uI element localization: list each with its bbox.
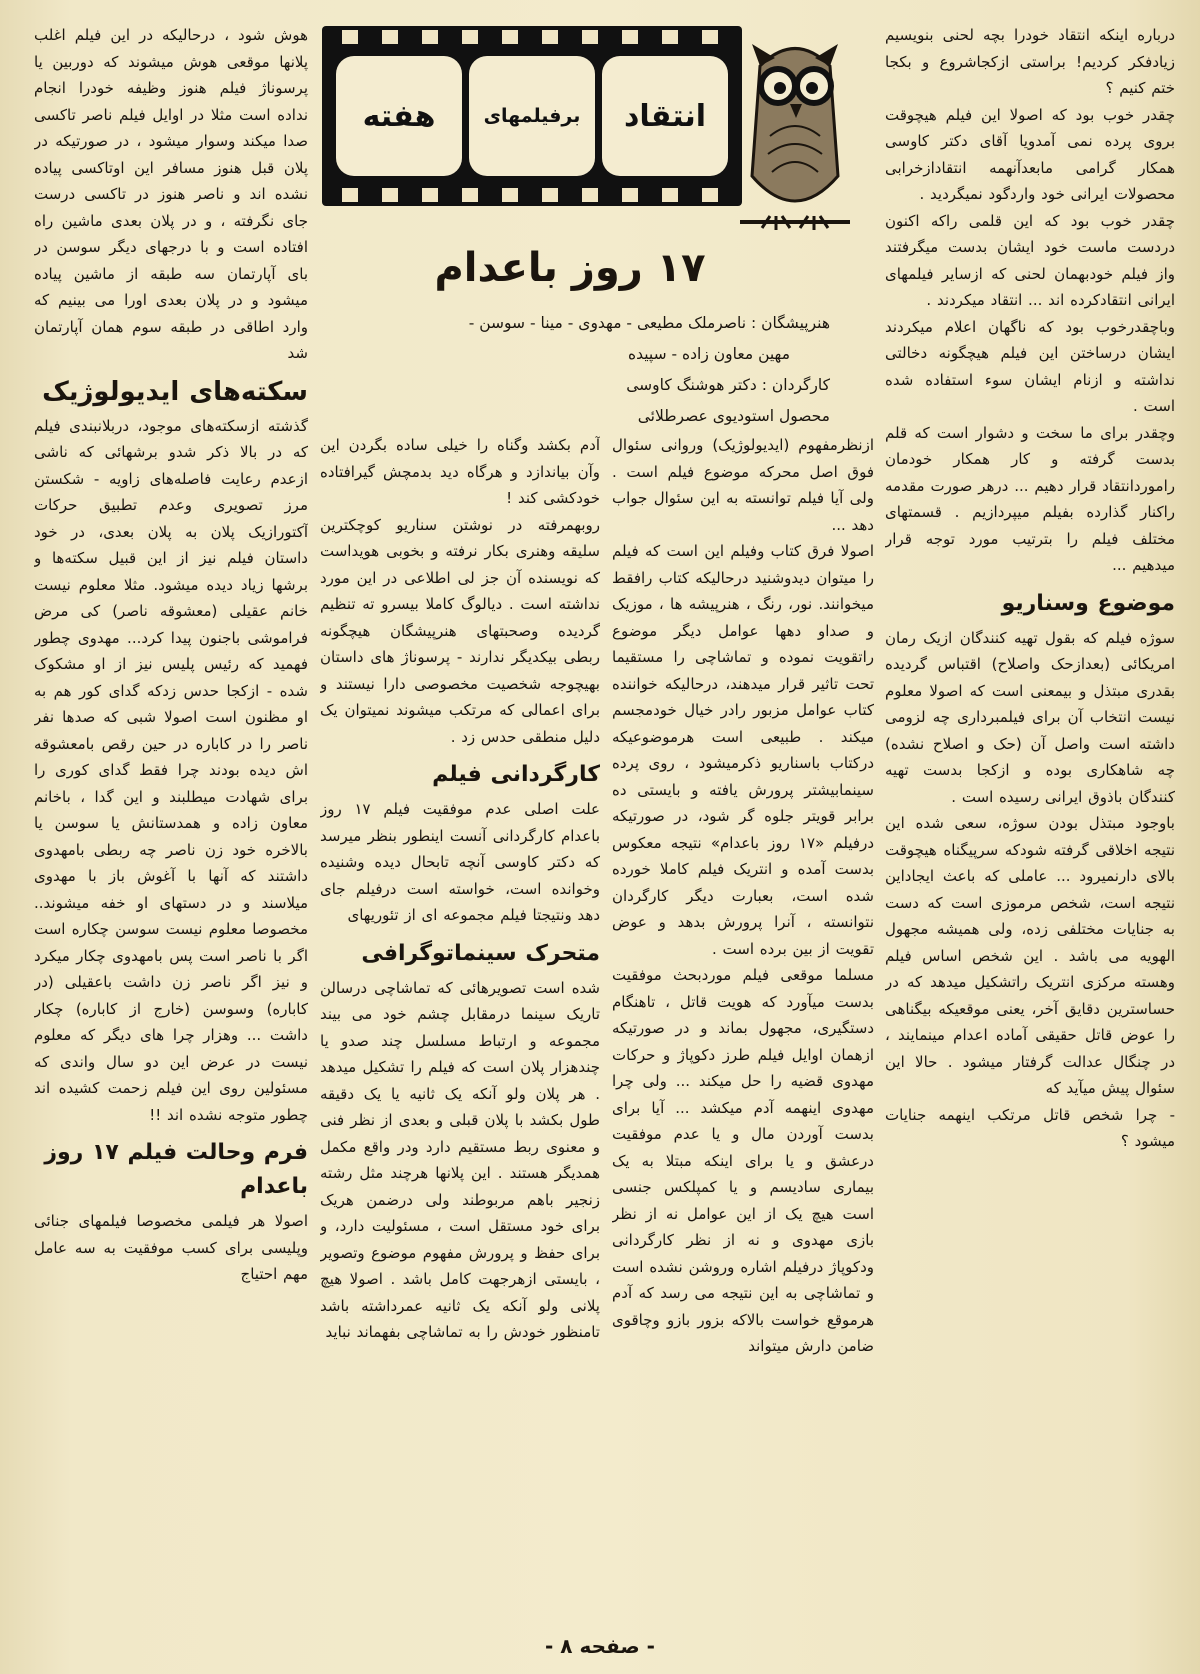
article-title: ۱۷ روز باعدام: [434, 245, 706, 291]
credits-block: [330, 308, 830, 432]
col3-p3: علت اصلی عدم موفقیت فیلم ۱۷ روز باعدام کارگردانی آنست اینطور بنظر میرسد که دکتر کاوسی آنچه تابحال دیده وشنیده وخوانده است، خواسته است درفیلم جای دهد ونتیجتا فیلم مجموعه ای از تئوریهای: [320, 800, 600, 924]
col1-p5: وچقدر برای ما سخت و دشوار است که قلم بدست گرفته و کار همکار خودمان راموردانتقاد قرار دهیم ... درهر صورت مقدمه راکنار گذارده بفیلم میپردازیم . قسمتهای مختلف فیلم را بترتیب مورد توجه قرار میدهیم ...: [885, 423, 1175, 574]
banner-frame-2: برفیلمهای: [469, 56, 595, 176]
credits-line-4: محصول استودیوی عصرطلائی: [637, 407, 830, 425]
col2-p1: ازنظرمفهوم (ایدیولوژیک) وروانی سئوال فوق اصل محرکه موضوع فیلم است . ولی آیا فیلم توانسته به این سئوال جواب دهد ...: [612, 436, 874, 534]
film-strip: [322, 26, 742, 206]
owl-icon: [730, 26, 860, 234]
col3-p1: آدم بکشد وگناه را خیلی ساده بگردن این وآن بیاندازد و هرگاه دید بدمچش گیرافتاده خودکشی کند !: [320, 436, 600, 507]
subhead-directing: کارگردانی فیلم: [432, 762, 600, 787]
col2-p3: مسلما موقعی فیلم موردبحث موفقیت بدست میآورد که هویت قاتل ، تاهنگام دستگیری، مجهول بماند و در صورتیکه ازهمان اوایل فیلم طرز دکوپاژ و حرکات مهدوی قضیه را حل میکند ... ولی چرا مهدوی اینهمه آدم میکشد ... آیا برای بدست آوردن مال و یا عدم موفقیت درعشق و یا برای اینکه مبتلا به یک بیماری سادیسم و یا کمپلکس جنسی است هیچ یک از این عوامل نه از نظر بازی مهدوی و نه از نظر کارگردانی ودکوپاژ درفیلم اشاره وروشن نشده است و تماشاچی به این نتیجه می رسد که آدم هرموقع خواست بالاکه بزور بازو وچاقوی ضامن دارش میتواند: [612, 966, 874, 1355]
column-4: [34, 22, 308, 1622]
col3-p2: روبهمرفته در نوشتن سناریو کوچکترین سلیقه وهنری بکار نرفته و بخوبی هویداست که نویسنده آن جز لی اطلاعی در این مورد نداشته است . دیالوگ کاملا بیسرو ته تنظیم گردیده وصحبتهای هنرپیشگان هیچگونه ربطی بیکدیگر ندارند - پرسوناژ های داستان بهیچوجه شخصیت مخصوصی دارا نیستند و برای اعمالی که مرتکب میشوند نمیتوان یک دلیل منطقی حدس زد .: [320, 515, 600, 746]
col1-p2: چقدر خوب بود که اصولا این فیلم هیچوقت بروی پرده نمی آمدویا آقای دکتر کاوسی همکار گرامی مابعدآنهمه انتقادازخرابی محصولات ایرانی خود واردگود نمیگردید .: [885, 105, 1175, 203]
subhead-cinematographic: متحرک سینماتوگرافی: [361, 940, 600, 966]
page-number: - صفحه ۸ -: [545, 1634, 655, 1658]
col1-p3: چقدر خوب بود که این قلمی راکه اکنون دردست ماست خود ایشان بدست میگرفتند واز فیلم خودبهمان لحنی که ازسایر فیلمهای ایرانی انتقادکرده اند ... انتقاد میکردند .: [885, 211, 1175, 309]
column-3: [320, 432, 600, 1622]
credits-line-2: مهین معاون زاده - سپیده: [627, 345, 790, 363]
col4-p3: اصولا هر فیلمی مخصوصا فیلمهای جنائی وپلیسی برای کسب موفقیت به سه عامل مهم احتیاج: [34, 1212, 308, 1283]
banner-frame-1: انتقاد: [602, 56, 728, 176]
col1-p6: سوژه فیلم که بقول تهیه کنندگان ازیک رمان امریکائی (بعدازحک واصلاح) اقتباس گردیده بقدری مبتذل و بیمعنی است که اصولا معلوم نیست انتخاب آن برای فیلمبرداری چه لزومی داشته است واصل آن (حک و اصلاح نشده) چه شاهکاری بوده و ازکجا بدست تهیه کنندگان باذوق ایرانی رسیده است .: [885, 628, 1175, 806]
col4-p2: گذشته ازسکته‌های موجود، دربلانبندی فیلم که در بالا ذکر شدو برشهائی که ناشی ازعدم رعایت فاصله‌های زاویه - شکستن مرز تصویری وعدم تطبیق حرکات آکتورازیک پلان به پلان بعدی، در خود داستان فیلم نیز از این قبیل سکته‌ها و برشها زیاد دیده میشود. مثلا معلوم نیست خانم عقیلی (معشوقه ناصر) کی مرض فراموشی باجنون پیدا کرد... مهدوی چطور فهمید که رئیس پلیس نیز از او مشکوک شده - ازکجا حدس زدکه گدای کور هم به او مظنون است اصولا شبی که صدها نفر ناصر را در کاباره در حین رقص بامعشوقه اش دیده بودند چرا فقط گدای کوری را برای شهادت میطلبند و این گدا ، باخانم معاون زاده و همدستانش یا سوسن یا بالاخره خود زن ناصر چه ربطی بامهدوی داشتند که آنها با آغوش باز با مهدوی میلاسند و در دستهای او خفه میشوند.. مخصوصا معلوم نیست سوسن چکاره است اگر با ناصر است پس بامهدوی چکار میکرد و نیز اگر ناصر زن داشت باعقیلی (در کاباره) وسوسن (خارج از کاباره) چکار داشت ... وهزار چرا های دیگر که معلوم نیست در عرض این دو سال واندی که مسئولین روی این فیلم زحمت کشیده اند چطور متوجه نشده اند !!: [34, 416, 308, 1124]
subhead-topic-scenario: موضوع وسناریو: [1001, 590, 1175, 616]
col1-p4: وباچقدرخوب بود که ناگهان اعلام میکردند ایشان درساختن این فیلم هیچگونه دخالتی نداشته و ازنام ایشان سوء استفاده شده است .: [885, 317, 1175, 415]
column-1: [885, 22, 1175, 1622]
credits-line-1: هنرپیشگان : ناصرملک مطیعی - مهدوی - مینا - سوسن -: [468, 314, 830, 332]
header-banner: [322, 26, 860, 234]
col1-p7: باوجود مبتذل بودن سوژه، سعی شده این نتیجه اخلاقی گرفته شودکه سرپیگناه هیچوقت بالای دارنمیرود ... عاملی که باعث ایجاداین نتیجه است، شخص مرموزی است که دست به جنایات مختلفی زده، ولی همیشه مجهول الهویه می باشد . این شخص اساس فیلم وهسته مرکزی انتریک راتشکیل میدهد که در حساسترین دقایق آخر، یعنی موقعیکه بیگناهی را عوض قاتل حقیقی آماده اعدام مینمایند ، در چنگال عدالت گرفتار میشود . حالا این سئوال پیش میآید که: [885, 814, 1175, 1097]
col1-p8: - چرا شخص قاتل مرتکب اینهمه جنایات میشود ؟: [885, 1105, 1175, 1150]
col1-p1: درباره اینکه انتقاد خودرا بچه لحنی بنویسیم زیادفکر کردیم! براستی ازکجاشروع و بکجا ختم کنیم ؟: [885, 26, 1175, 97]
banner-frame-3: هفته: [336, 56, 462, 176]
subhead-form: فرم وحالت فیلم ۱۷ روز باعدام: [44, 1140, 308, 1199]
col2-p2: اصولا فرق کتاب وفیلم این است که فیلم را میتوان دیدوشنید درحالیکه کتاب رافقط میخوانند. نور، رنگ ، هنرپیشه ها ، موزیک و صداو دهها عوامل دیگر موضوع راتقویت نموده و تماشاچی را مستقیما تحت تاثیر قرار میدهند، درحالیکه خواننده کتاب عوامل مزبور رادر خیال خودمجسم میکند . طبیعی است هرموضوعیکه درکتاب باسناریو ذکرمیشود ، روی پرده سینمابیشتر پرورش یافته و بایستی ده برابر قویتر جلوه گر شود، در صورتیکه درفیلم «۱۷ روز باعدام» نتیجه معکوس بدست آمده و انتریک فیلم کاملا خورده شده است، بعبارت دیگر کارگردان نتوانسته ، آنرا پرورش بدهد و عوض تقویت از بین برده است .: [612, 542, 874, 958]
credits-line-3: کارگردان : دکتر هوشنگ کاوسی: [626, 376, 830, 394]
col3-p4: شده است تصویرهائی که تماشاچی درسالن تاریک سینما درمقابل چشم خود می بیند مجموعه و ارتباط مسلسل چند صدو یا چندهزار پلان است که فیلم را تشکیل میدهد . هر پلان ولو آنکه یک ثانیه یا یک دقیقه طول بکشد با پلان قبلی و بعدی از نظر فنی و معنوی ربط مستقیم دارد ودر واقع مکمل همدیگر هستند . این پلانها هرچند مثل رشته زنجیر باهم مربوطند ولی درضمن هریک برای خود مستقل است ، مسئولیت دارد، و برای حفظ و پرورش مفهوم موضوع وتصویر ، بایستی ازهرجهت کامل باشد . اصولا هیچ پلانی ولو آنکه یک ثانیه عمرداشته باشد تامنظور خودش را به تماشاچی بفهماند نباید: [320, 978, 600, 1341]
subhead-ideological: سکته‌های ایدیولوژیک: [42, 376, 308, 407]
film-perforation-bottom: [332, 188, 732, 202]
col4-p1: هوش شود ، درحالیکه در این فیلم اغلب پلانها موقعی هوش میشوند که دوربین یا پرسوناژ فیلم هنوز وظیفه خودرا انجام نداده است مثلا در اوایل فیلم ناصر تاکسی صدا میکند وسوار میشود ، در صورتیکه در پلان قبل هنوز مسافر این اوتاکسی پیاده نشده اند و ناصر هنوز در تاکسی درست جای نگرفته ، و در پلان بعدی ماشین راه افتاده است و با درجهای دیگر سوسن در بای آپارتمان سه طبقه از ماشین پیاده میشود و در پلان بعدی اورا می بینیم که وارد اطاقی در طبقه سوم همان آپارتمان شد: [34, 26, 308, 362]
film-perforation-top: [332, 30, 732, 44]
column-2: [612, 432, 874, 1622]
